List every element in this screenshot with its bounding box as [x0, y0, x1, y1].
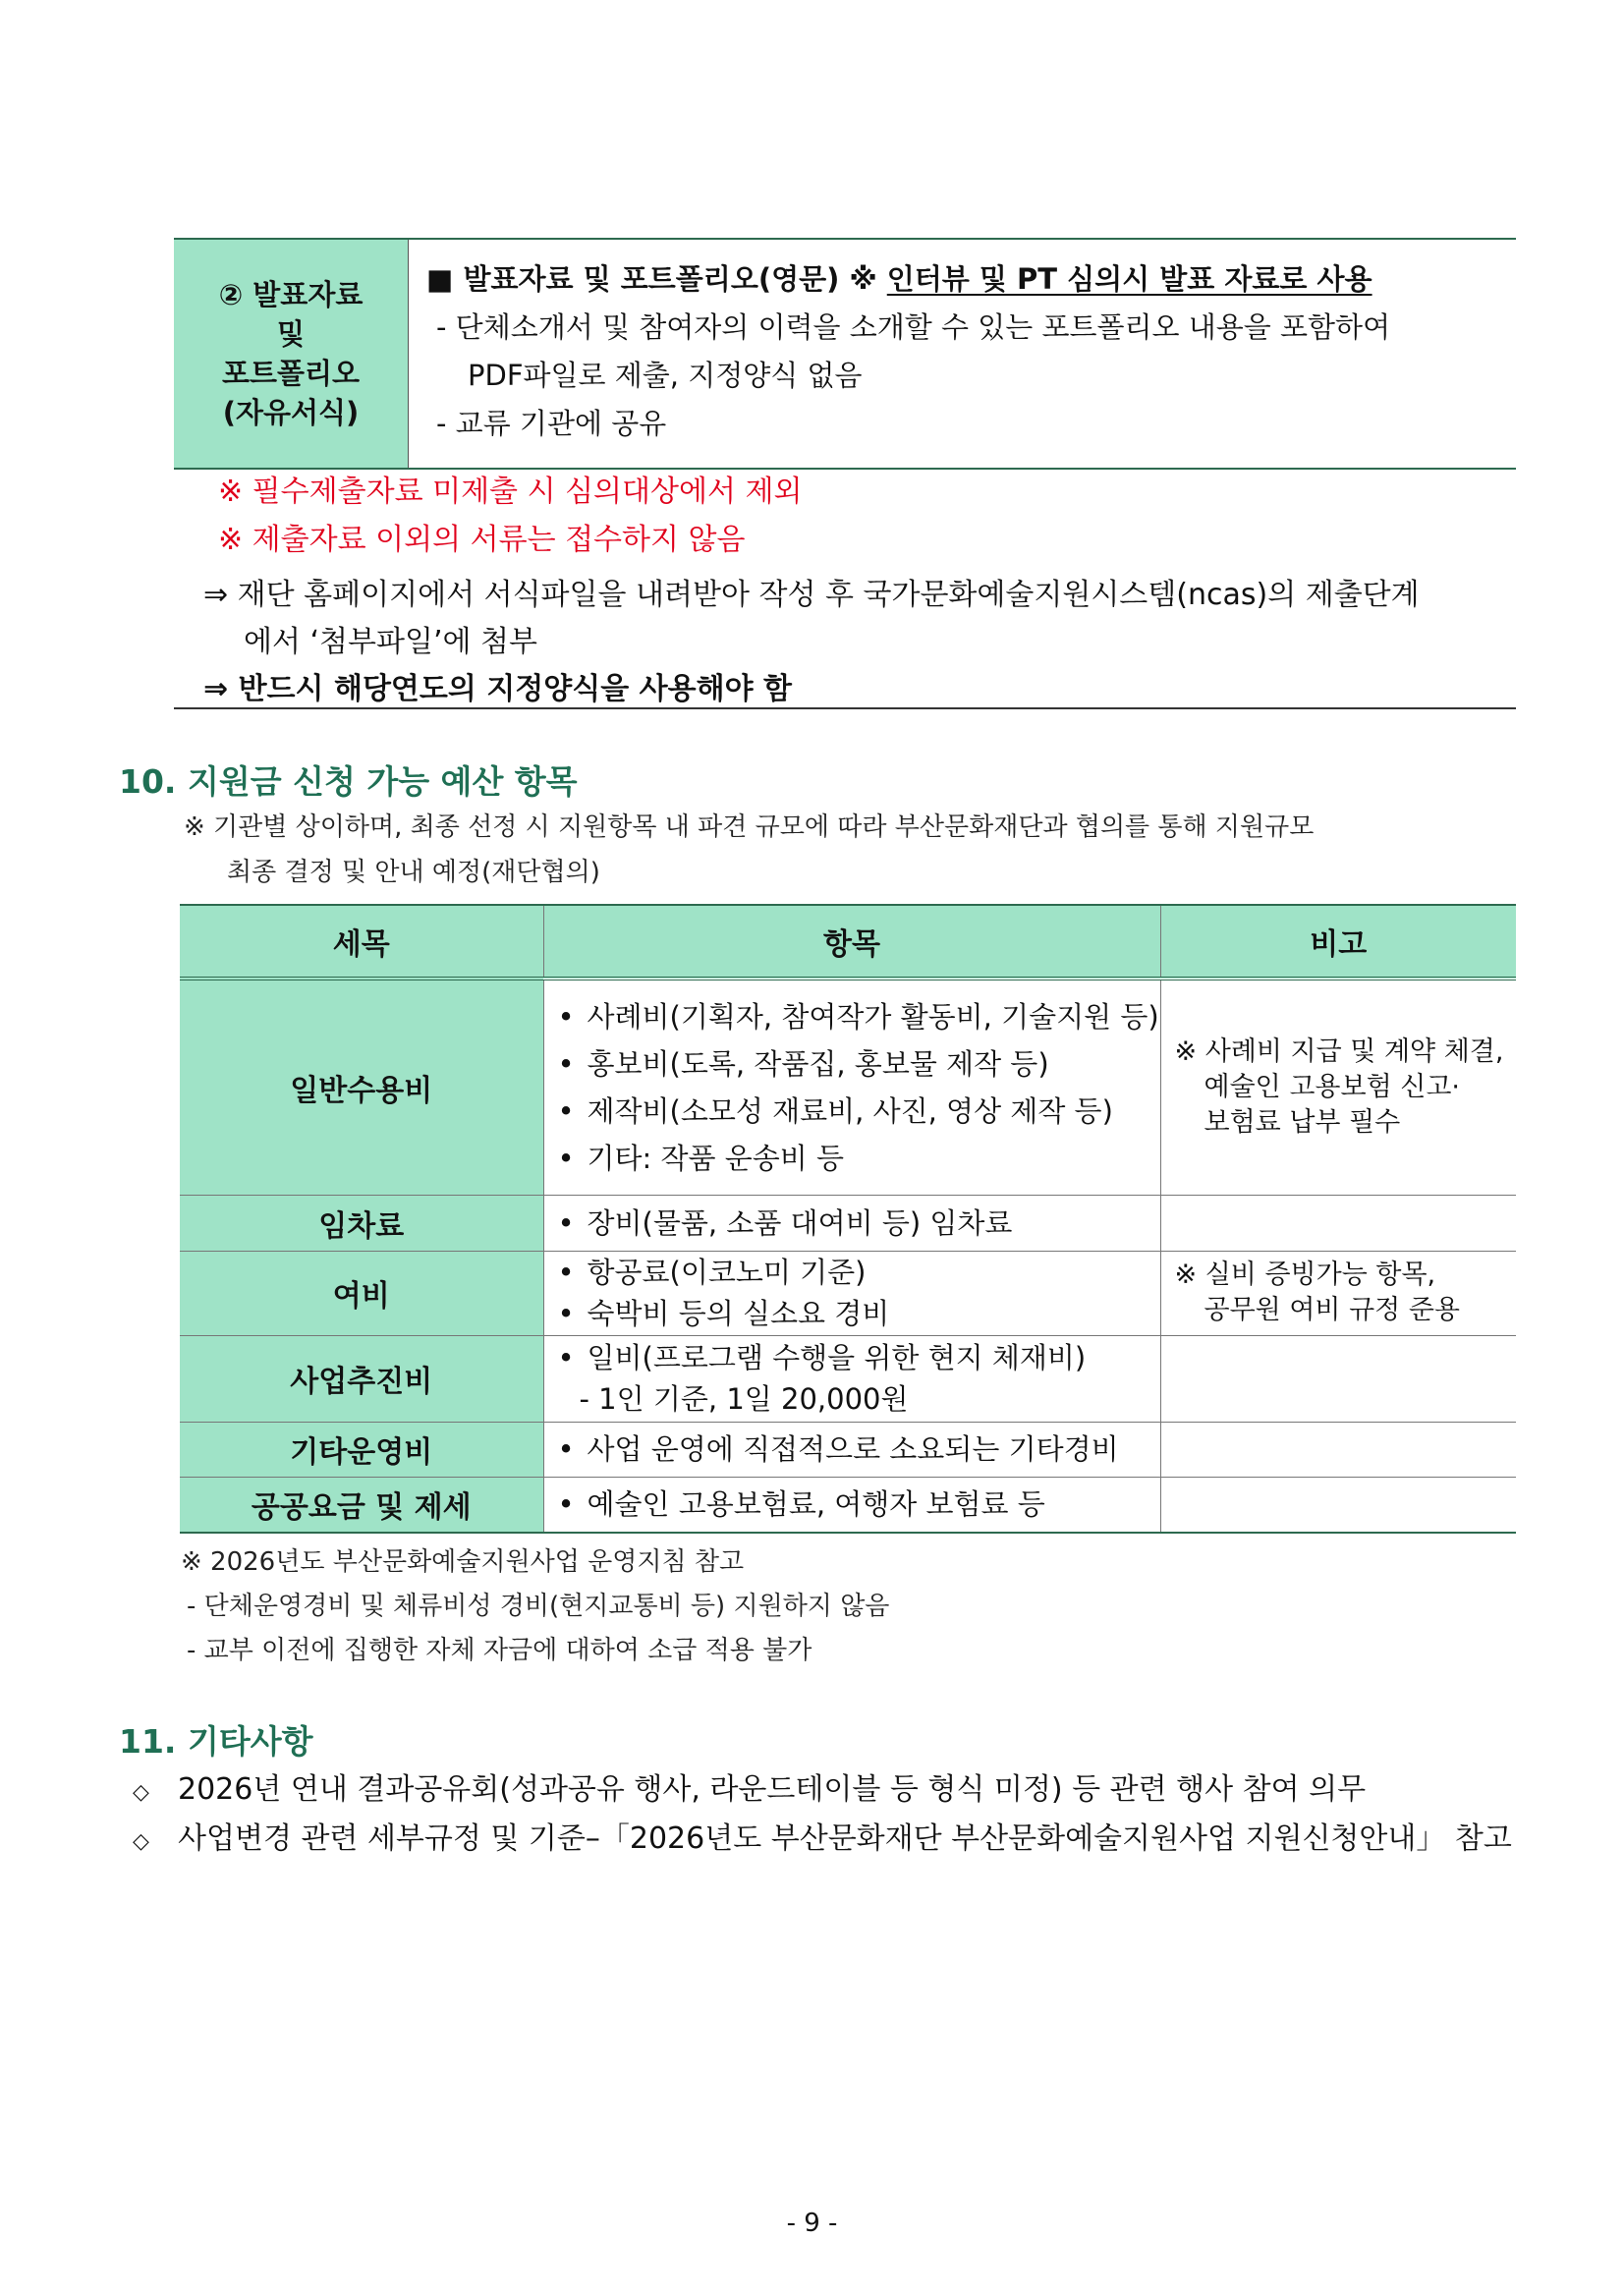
table-row	[180, 979, 1516, 1195]
instruction-line-bold: ⇒ 반드시 해당연도의 지정양식을 사용해야 함	[203, 672, 792, 706]
title-prefix: ■ 발표자료 및 포트폴리오(영문) ※	[426, 262, 887, 296]
row-header-line: ② 발표자료	[218, 278, 364, 311]
item-text: 숙박비 등의 실소요 경비	[587, 1297, 890, 1330]
remark-line: 보험료 납부 필수	[1204, 1106, 1401, 1138]
category-cell: 일반수용비	[180, 979, 543, 1195]
table-row	[180, 1422, 1516, 1477]
items-cell	[543, 979, 1160, 1195]
bullet: •	[557, 1093, 575, 1128]
remark-cell	[1160, 1195, 1516, 1251]
column-header: 세목	[180, 905, 543, 979]
bullet: •	[557, 1205, 575, 1240]
category-cell: 사업추진비	[180, 1335, 543, 1422]
warning-note: ※ 제출자료 이외의 서류는 접수하지 않음	[218, 523, 746, 557]
page-number: - 9 -	[786, 2209, 838, 2238]
list-item	[558, 1481, 1160, 1528]
items-cell	[543, 1422, 1160, 1477]
bullet: •	[557, 1487, 575, 1522]
section-heading: 11. 기타사항	[119, 1722, 313, 1761]
item-text: 장비(물품, 소품 대여비 등) 임차료	[587, 1205, 1013, 1240]
item-text: 항공료(이코노미 기준)	[587, 1256, 867, 1289]
bullet: •	[557, 999, 575, 1034]
items-cell	[543, 1195, 1160, 1251]
item-text: 홍보비(도록, 작품집, 홍보물 제작 등)	[587, 1046, 1049, 1081]
remark-cell	[1160, 979, 1516, 1195]
remark-line: 예술인 고용보험 신고·	[1204, 1071, 1460, 1102]
list-item	[558, 1088, 1160, 1135]
list-item	[558, 1337, 1160, 1378]
bullet: •	[557, 1256, 575, 1289]
row-content-cell	[409, 240, 1516, 468]
title-underlined: 인터뷰 및 PT 심의시 발표 자료로 사용	[886, 262, 1372, 296]
footnote: - 교부 이전에 집행한 자체 자금에 대하여 소급 적용 불가	[187, 1636, 812, 1665]
footnote: - 단체운영경비 및 체류비성 경비(현지교통비 등) 지원하지 않음	[187, 1592, 890, 1621]
list-item	[558, 1135, 1160, 1182]
bullet: •	[557, 1141, 575, 1175]
column-header: 비고	[1160, 905, 1516, 979]
content-title	[426, 255, 1516, 304]
table-row	[180, 1251, 1516, 1335]
item-text: 사례비(기획자, 참여작가 활동비, 기술지원 등)	[587, 999, 1159, 1034]
bullet: •	[557, 1432, 575, 1466]
section-heading: 10. 지원금 신청 가능 예산 항목	[119, 762, 578, 801]
row-header-line: 및	[276, 317, 305, 351]
instruction-line: ⇒ 재단 홈페이지에서 서식파일을 내려받아 작성 후 국가문화예술지원시스템(ncas)의 제출단계	[203, 578, 1420, 612]
category-cell: 기타운영비	[180, 1422, 543, 1477]
table-row	[180, 1195, 1516, 1251]
item-text: 사업변경 관련 세부규정 및 기준–「2026년도 부산문화재단 부산문화예술지원사업 지원신청안내」 참고	[178, 1821, 1512, 1856]
footnote: ※ 2026년도 부산문화예술지원사업 운영지침 참고	[181, 1547, 745, 1577]
item-text: 일비(프로그램 수행을 위한 현지 체재비)	[587, 1341, 1087, 1374]
bullet: •	[557, 1046, 575, 1081]
list-item	[133, 1815, 1512, 1867]
content-line: PDF파일로 제출, 지정양식 없음	[468, 359, 863, 392]
category-cell: 임차료	[180, 1195, 543, 1251]
bullet: •	[557, 1297, 575, 1330]
remark-cell	[1160, 1477, 1516, 1533]
submission-table	[174, 238, 1516, 470]
budget-table	[180, 904, 1516, 1534]
item-text: 기타: 작품 운송비 등	[587, 1141, 845, 1175]
content-line: - 교류 기관에 공유	[436, 407, 667, 440]
section-note: 최종 결정 및 안내 예정(재단협의)	[227, 858, 600, 887]
items-cell	[543, 1477, 1160, 1533]
table-row	[180, 1335, 1516, 1422]
remark-cell	[1160, 1251, 1516, 1335]
list-item	[133, 1765, 1366, 1818]
content-line: - 단체소개서 및 참여자의 이력을 소개할 수 있는 포트폴리오 내용을 포함하여	[436, 310, 1391, 344]
row-header-line: (자유서식)	[222, 396, 360, 429]
row-header-cell	[174, 240, 409, 468]
item-text: 제작비(소모성 재료비, 사진, 영상 제작 등)	[587, 1093, 1113, 1128]
item-text: 사업 운영에 직접적으로 소요되는 기타경비	[587, 1432, 1119, 1466]
category-cell: 여비	[180, 1251, 543, 1335]
list-item	[558, 1040, 1160, 1088]
remark-cell	[1160, 1335, 1516, 1422]
instruction-line: 에서 ‘첨부파일’에 첨부	[244, 625, 537, 659]
items-cell	[543, 1251, 1160, 1335]
list-item	[558, 993, 1160, 1040]
items-cell	[543, 1335, 1160, 1422]
remark-cell	[1160, 1422, 1516, 1477]
remark-line: 공무원 여비 규정 준용	[1204, 1295, 1460, 1325]
diamond-icon: ◇	[133, 1829, 149, 1854]
remark-line: ※ 실비 증빙가능 항목,	[1174, 1260, 1436, 1290]
list-item	[558, 1200, 1160, 1247]
sub-item: - 1인 기준, 1일 20,000원	[579, 1382, 909, 1416]
item-text: 예술인 고용보험료, 여행자 보험료 등	[587, 1487, 1045, 1522]
category-cell: 공공요금 및 제세	[180, 1477, 543, 1533]
divider	[174, 707, 1516, 709]
warning-note: ※ 필수제출자료 미제출 시 심의대상에서 제외	[218, 475, 803, 509]
remark-line: ※ 사례비 지급 및 계약 체결,	[1174, 1036, 1504, 1067]
column-header: 항목	[543, 905, 1160, 979]
table-row	[180, 1477, 1516, 1533]
list-item	[558, 1426, 1160, 1473]
list-item	[558, 1252, 1160, 1293]
section-note: ※ 기관별 상이하며, 최종 선정 시 지원항목 내 파견 규모에 따라 부산문화재단과 협의를 통해 지원규모	[184, 812, 1315, 842]
bullet: •	[557, 1341, 575, 1374]
list-item	[558, 1293, 1160, 1334]
table-header-row	[180, 905, 1516, 979]
row-header-line: 포트폴리오	[221, 357, 361, 390]
diamond-icon: ◇	[133, 1780, 149, 1805]
item-text: 2026년 연내 결과공유회(성과공유 행사, 라운드테이블 등 형식 미정) 등 관련 행사 참여 의무	[178, 1772, 1367, 1807]
